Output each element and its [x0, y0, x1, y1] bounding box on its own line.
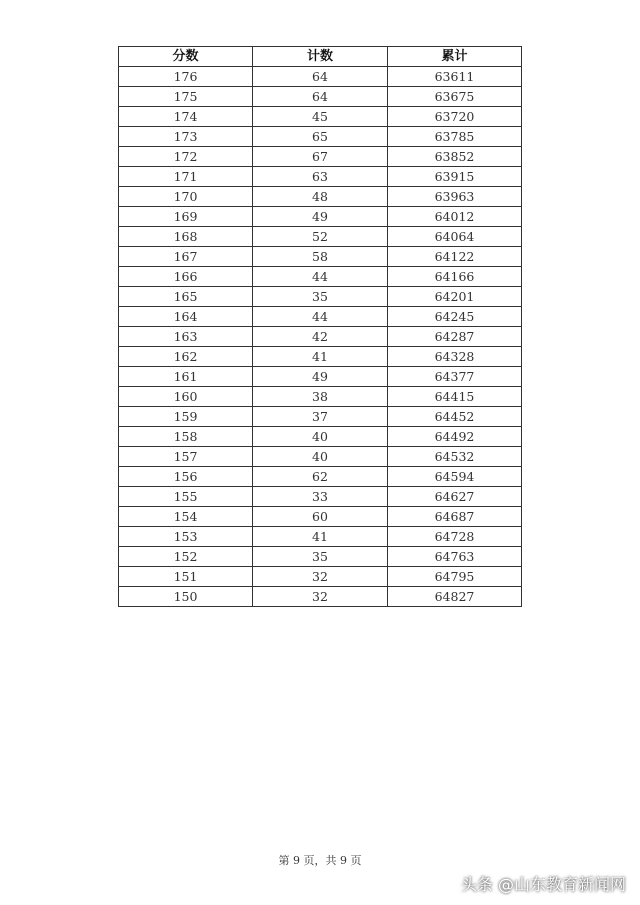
cell-score: 161 — [119, 367, 253, 387]
cell-count: 60 — [253, 507, 388, 527]
cell-score: 160 — [119, 387, 253, 407]
cell-score: 176 — [119, 67, 253, 87]
table-row — [119, 227, 522, 247]
table-row — [119, 367, 522, 387]
table-row — [119, 407, 522, 427]
cell-score: 159 — [119, 407, 253, 427]
cell-cumulative: 64763 — [388, 547, 522, 567]
table-row — [119, 167, 522, 187]
cell-cumulative: 64328 — [388, 347, 522, 367]
table-row — [119, 127, 522, 147]
table-row — [119, 87, 522, 107]
cell-count: 35 — [253, 547, 388, 567]
cell-score: 175 — [119, 87, 253, 107]
cell-score: 164 — [119, 307, 253, 327]
cell-score: 173 — [119, 127, 253, 147]
table-row — [119, 67, 522, 87]
cell-count: 37 — [253, 407, 388, 427]
cell-cumulative: 63675 — [388, 87, 522, 107]
cell-cumulative: 63915 — [388, 167, 522, 187]
cell-score: 168 — [119, 227, 253, 247]
cell-count: 48 — [253, 187, 388, 207]
cell-score: 167 — [119, 247, 253, 267]
cell-count: 33 — [253, 487, 388, 507]
header-cumulative: 累计 — [388, 47, 522, 67]
table-row — [119, 147, 522, 167]
cell-count: 62 — [253, 467, 388, 487]
header-score: 分数 — [119, 47, 253, 67]
cell-count: 38 — [253, 387, 388, 407]
table-row — [119, 587, 522, 607]
cell-cumulative: 63852 — [388, 147, 522, 167]
cell-cumulative: 64377 — [388, 367, 522, 387]
cell-score: 155 — [119, 487, 253, 507]
cell-count: 67 — [253, 147, 388, 167]
cell-cumulative: 64492 — [388, 427, 522, 447]
cell-count: 40 — [253, 427, 388, 447]
cell-cumulative: 64687 — [388, 507, 522, 527]
table-row — [119, 467, 522, 487]
cell-count: 32 — [253, 567, 388, 587]
table-row — [119, 187, 522, 207]
cell-cumulative: 64594 — [388, 467, 522, 487]
table-row — [119, 307, 522, 327]
cell-score: 166 — [119, 267, 253, 287]
cell-score: 150 — [119, 587, 253, 607]
cell-cumulative: 64012 — [388, 207, 522, 227]
cell-count: 41 — [253, 527, 388, 547]
cell-count: 44 — [253, 267, 388, 287]
cell-cumulative: 64122 — [388, 247, 522, 267]
table-row — [119, 507, 522, 527]
cell-cumulative: 64201 — [388, 287, 522, 307]
cell-cumulative: 63611 — [388, 67, 522, 87]
cell-count: 49 — [253, 367, 388, 387]
cell-cumulative: 63720 — [388, 107, 522, 127]
cell-count: 32 — [253, 587, 388, 607]
cell-cumulative: 64064 — [388, 227, 522, 247]
cell-score: 170 — [119, 187, 253, 207]
cell-cumulative: 64532 — [388, 447, 522, 467]
table-header-row — [119, 47, 522, 67]
table-row — [119, 427, 522, 447]
cell-cumulative: 64287 — [388, 327, 522, 347]
cell-count: 58 — [253, 247, 388, 267]
cell-score: 157 — [119, 447, 253, 467]
watermark-logo: 头条 @山东教育新闻网 — [460, 875, 626, 894]
table-row — [119, 287, 522, 307]
table-row — [119, 207, 522, 227]
cell-count: 45 — [253, 107, 388, 127]
cell-score: 172 — [119, 147, 253, 167]
table-row — [119, 567, 522, 587]
cell-count: 52 — [253, 227, 388, 247]
cell-count: 42 — [253, 327, 388, 347]
cell-cumulative: 63963 — [388, 187, 522, 207]
cell-count: 63 — [253, 167, 388, 187]
cell-count: 40 — [253, 447, 388, 467]
score-distribution-table — [118, 46, 522, 607]
cell-score: 154 — [119, 507, 253, 527]
cell-cumulative: 64245 — [388, 307, 522, 327]
table-row — [119, 547, 522, 567]
cell-cumulative: 64827 — [388, 587, 522, 607]
table-row — [119, 247, 522, 267]
table-body — [119, 67, 522, 607]
cell-cumulative: 64728 — [388, 527, 522, 547]
cell-count: 49 — [253, 207, 388, 227]
cell-cumulative: 64166 — [388, 267, 522, 287]
cell-count: 35 — [253, 287, 388, 307]
cell-score: 156 — [119, 467, 253, 487]
cell-count: 64 — [253, 87, 388, 107]
table-row — [119, 387, 522, 407]
cell-score: 165 — [119, 287, 253, 307]
cell-score: 171 — [119, 167, 253, 187]
cell-count: 44 — [253, 307, 388, 327]
table-row — [119, 347, 522, 367]
table-row — [119, 527, 522, 547]
table-row — [119, 327, 522, 347]
cell-score: 174 — [119, 107, 253, 127]
cell-count: 41 — [253, 347, 388, 367]
cell-score: 158 — [119, 427, 253, 447]
cell-score: 151 — [119, 567, 253, 587]
table-row — [119, 487, 522, 507]
cell-cumulative: 64627 — [388, 487, 522, 507]
header-count: 计数 — [253, 47, 388, 67]
cell-cumulative: 64452 — [388, 407, 522, 427]
cell-cumulative: 63785 — [388, 127, 522, 147]
cell-score: 162 — [119, 347, 253, 367]
page-footer: 第 9 页，共 9 页 — [278, 854, 362, 867]
cell-count: 64 — [253, 67, 388, 87]
cell-score: 169 — [119, 207, 253, 227]
table-row — [119, 107, 522, 127]
cell-score: 152 — [119, 547, 253, 567]
table-row — [119, 267, 522, 287]
cell-cumulative: 64415 — [388, 387, 522, 407]
table-row — [119, 447, 522, 467]
cell-score: 153 — [119, 527, 253, 547]
cell-cumulative: 64795 — [388, 567, 522, 587]
cell-score: 163 — [119, 327, 253, 347]
cell-count: 65 — [253, 127, 388, 147]
